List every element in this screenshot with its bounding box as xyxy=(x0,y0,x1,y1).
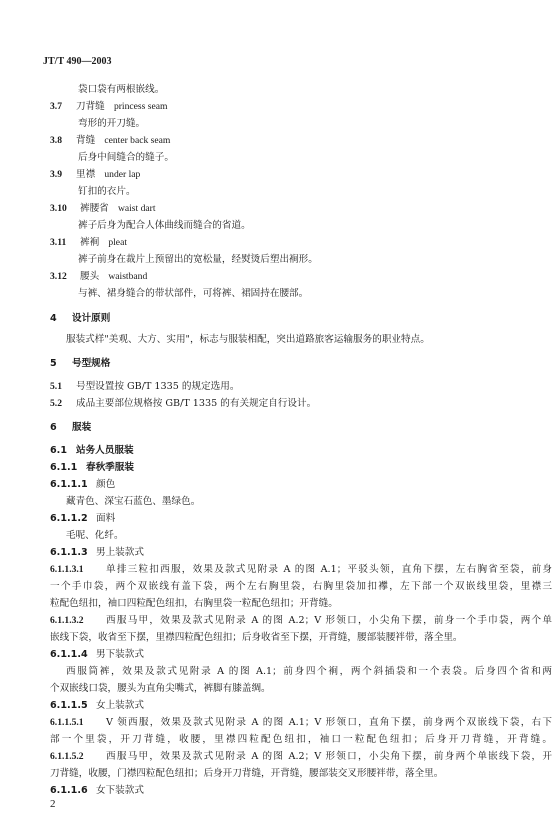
section-heading-4 xyxy=(50,312,110,326)
clause-title: 男下装款式 xyxy=(96,649,144,660)
term-definition: 后身中间缝合的缝子。 xyxy=(78,152,174,163)
section-title: 服装 xyxy=(72,422,92,433)
clause-text: 部一个里袋，开刀背缝，收腰，里襟四粒配色纽扣，袖口一粒配色纽扣；后身开刀背缝，开背缝。 xyxy=(50,734,552,745)
clause-text: 成品主要部位规格按 GB/T 1335 的有关规定自行设计。 xyxy=(76,398,317,409)
term-en: waistband xyxy=(108,271,148,282)
term-3-7 xyxy=(50,100,168,114)
term-en: waist dart xyxy=(117,203,156,214)
clause-number: 6.1.1.3.1 xyxy=(50,564,84,575)
term-en: center back seam xyxy=(104,135,171,146)
term-zh: 背缝 xyxy=(76,135,96,146)
paragraph-line xyxy=(50,733,552,747)
term-en: pleat xyxy=(108,237,127,248)
clause-number: 6.1.1.1 xyxy=(50,479,88,490)
clause-text: 西服马甲，效果及款式见附录 A 的图 A.2；V 形领口，小尖角下摆，前身一个手巾袋，两个单 xyxy=(106,615,552,626)
term-en: princess seam xyxy=(113,101,168,112)
paragraph-line: 粒配色纽扣，袖口四粒配色纽扣，右胸里袋一粒配色纽扣；开背缝。 xyxy=(50,598,338,609)
clause-title: 站务人员服装 xyxy=(76,445,134,456)
term-zh: 裤裥 xyxy=(80,237,100,248)
clause-6-1-1-3-2-line-1 xyxy=(50,614,552,628)
heading-6-1-1-2 xyxy=(50,512,115,526)
clause-text: 号型设置按 GB/T 1335 的规定选用。 xyxy=(76,381,240,392)
clause-number: 6.1.1.6 xyxy=(50,785,88,796)
heading-6-1-1-6 xyxy=(50,784,144,798)
clause-6-1-1-5-2-line-1 xyxy=(50,750,552,764)
paragraph-line: 刀背缝，收腰，门襟四粒配色纽扣；后身开刀背缝，开背缝，腰部装交叉形腰袢带，落全里。 xyxy=(50,768,444,779)
clause-number: 6.1.1.4 xyxy=(50,649,88,660)
heading-6-1-1 xyxy=(50,461,134,475)
term-zh: 腰头 xyxy=(80,271,100,282)
clause-number: 3.7 xyxy=(50,101,62,112)
clause-text: 西服筒裤，效果及款式见附录 A 的图 A.1；前身四个裥，两个斜插袋和一个表袋。后身四个省和两 xyxy=(66,666,552,677)
section-number: 6 xyxy=(50,422,57,433)
term-3-12 xyxy=(50,270,147,284)
paragraph: 服装式样"美观、大方、实用"，标志与服装相配，突出道路旅客运输服务的职业特点。 xyxy=(66,334,430,345)
term-definition: 裤子前身在裁片上预留出的宽松量，经熨烫后塑出裥形。 xyxy=(78,254,318,265)
paragraph: 藏青色、深宝石蓝色、墨绿色。 xyxy=(66,496,201,507)
clause-text: 一个手巾袋，两个双嵌线有盖下袋，两个左右胸里袋，右胸里袋加扣襻，左下部一个双嵌线里袋，里襟三 xyxy=(50,581,552,592)
clause-number: 6.1.1.3.2 xyxy=(50,615,84,626)
heading-6-1 xyxy=(50,444,134,458)
paragraph-line: 嵌线下袋，收省至下摆，里襟四粒配色纽扣；后身收省至下摆，开背缝，腰部装腰袢带，落全里。 xyxy=(50,632,463,643)
text-line: 袋口袋有两根嵌线。 xyxy=(78,84,165,95)
term-3-10 xyxy=(50,202,156,216)
clause-number: 5.2 xyxy=(50,398,62,409)
section-heading-5 xyxy=(50,357,110,371)
term-en: under lap xyxy=(104,169,141,180)
clause-text: 单排三粒扣西服，效果及款式见附录 A 的图 A.1；平驳头领，直角下摆，左右胸省至袋，前身 xyxy=(106,564,552,575)
heading-6-1-1-5 xyxy=(50,699,144,713)
paragraph: 毛呢、化纤。 xyxy=(66,530,124,541)
clause-number: 3.11 xyxy=(50,237,67,248)
term-zh: 裤腰省 xyxy=(80,203,109,214)
section-number: 4 xyxy=(50,313,57,324)
term-definition: 弯形的开刀缝。 xyxy=(78,118,146,129)
clause-number: 6.1 xyxy=(50,445,67,456)
clause-5-2 xyxy=(50,397,316,411)
clause-text: 西服马甲，效果及款式见附录 A 的图 A.2；V 形领口，小尖角下摆，前身两个单嵌线下袋，开 xyxy=(106,751,552,762)
term-zh: 刀背缝 xyxy=(76,101,105,112)
clause-number: 6.1.1 xyxy=(50,462,78,473)
section-title: 号型规格 xyxy=(72,358,111,369)
term-3-11 xyxy=(50,236,127,250)
clause-number: 6.1.1.5 xyxy=(50,700,88,711)
term-definition: 与裤、裙身缝合的带状部件，可将裤、裙固持在腰部。 xyxy=(78,288,309,299)
term-3-9 xyxy=(50,168,140,182)
clause-number: 6.1.1.2 xyxy=(50,513,88,524)
section-heading-6 xyxy=(50,421,91,435)
clause-number: 3.12 xyxy=(50,271,67,282)
page-number: 2 xyxy=(50,798,56,810)
section-title: 设计原则 xyxy=(72,313,111,324)
clause-number: 6.1.1.5.2 xyxy=(50,751,84,762)
clause-number: 6.1.1.3 xyxy=(50,547,88,558)
clause-number: 3.10 xyxy=(50,203,67,214)
term-definition: 钉扣的衣片。 xyxy=(78,186,136,197)
clause-title: 面料 xyxy=(96,513,116,524)
standard-number: JT/T 490—2003 xyxy=(43,56,112,67)
clause-title: 女下装款式 xyxy=(96,785,144,796)
clause-6-1-1-3-1-line-1 xyxy=(50,563,552,577)
clause-title: 男上装款式 xyxy=(96,547,144,558)
clause-number: 3.8 xyxy=(50,135,62,146)
term-3-8 xyxy=(50,134,170,148)
clause-number: 6.1.1.5.1 xyxy=(50,717,84,728)
heading-6-1-1-1 xyxy=(50,478,115,492)
clause-5-1 xyxy=(50,380,239,394)
clause-number: 5.1 xyxy=(50,381,62,392)
term-definition: 裤子后身为配合人体曲线而缝合的省道。 xyxy=(78,220,251,231)
paragraph-line: 个双嵌线口袋，腰头为直角尖嘴式，裤脚有膝盖绸。 xyxy=(50,683,271,694)
clause-title: 春秋季服装 xyxy=(86,462,134,473)
paragraph-line xyxy=(50,580,552,594)
heading-6-1-1-4 xyxy=(50,648,144,662)
clause-number: 3.9 xyxy=(50,169,62,180)
clause-title: 女上装款式 xyxy=(96,700,144,711)
section-number: 5 xyxy=(50,358,57,369)
term-zh: 里襟 xyxy=(76,169,96,180)
heading-6-1-1-3 xyxy=(50,546,144,560)
paragraph-line xyxy=(66,665,552,679)
clause-text: V 领西服，效果及款式见附录 A 的图 A.1；V 形领口，直角下摆，前身两个双嵌线下袋，右下 xyxy=(106,717,552,728)
clause-6-1-1-5-1-line-1 xyxy=(50,716,552,730)
clause-title: 颜色 xyxy=(96,479,116,490)
